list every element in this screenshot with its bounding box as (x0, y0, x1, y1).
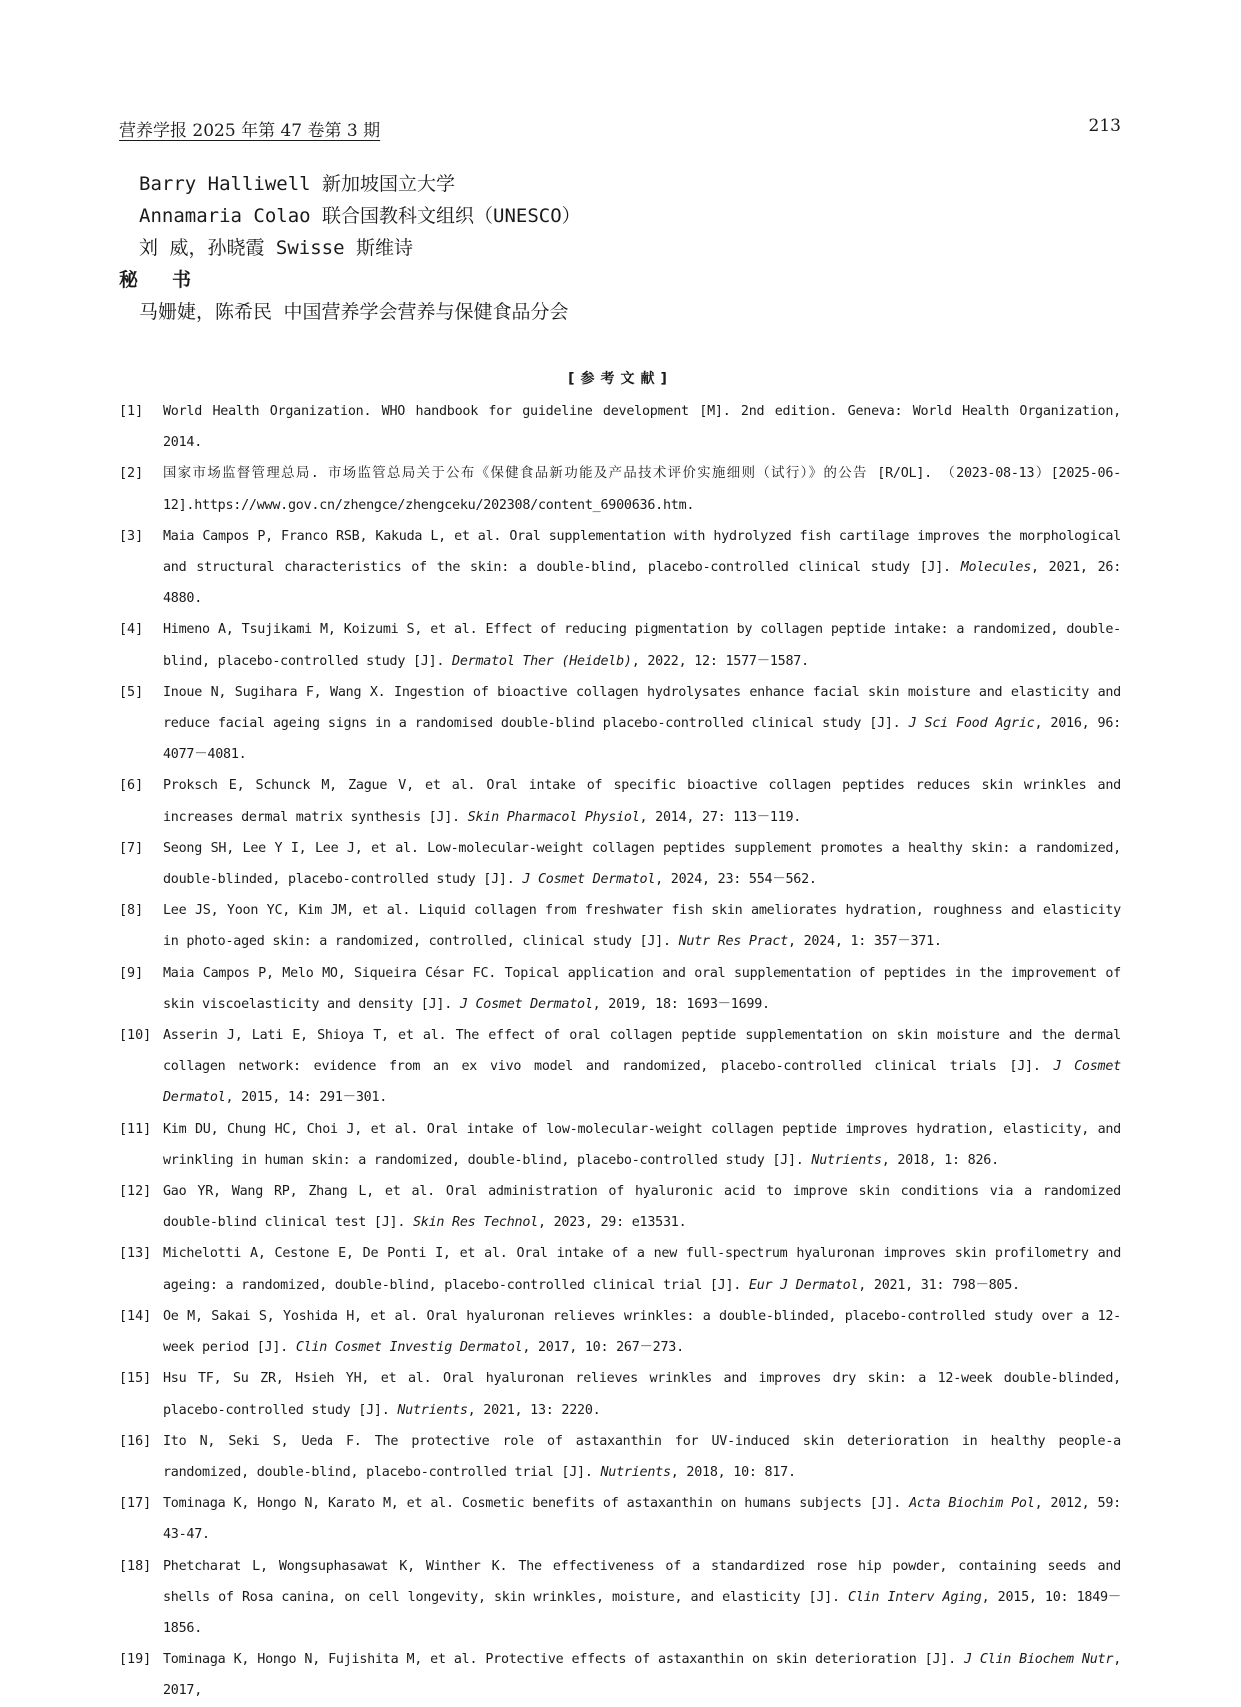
reference-text (163, 1114, 1121, 1176)
reference-text (163, 614, 1121, 676)
reference-citation: , 2016, 96: 4077－4081. (163, 716, 1121, 763)
reference-journal: J Sci Food Agric (908, 716, 1035, 732)
reference-journal: Skin Pharmacol Physiol (467, 809, 640, 825)
reference-item (119, 958, 1121, 1020)
reference-citation: , 2017, 10: 267－273. (522, 1340, 684, 1356)
reference-item (119, 1426, 1121, 1488)
reference-text (163, 396, 1121, 458)
reference-number: [4] (119, 622, 144, 638)
reference-item (119, 677, 1121, 771)
reference-text (163, 833, 1121, 895)
reference-body: Ito N, Seki S, Ueda F. The protective role of astaxanthin for UV-induced skin deterioration in healthy people-a randomized, double-blind, placebo-controlled trial [J]. (163, 1433, 1121, 1480)
reference-journal: J Cosmet Dermatol (459, 996, 593, 1012)
reference-text (163, 770, 1121, 832)
reference-journal: J Cosmet Dermatol (163, 1059, 1121, 1106)
reference-number: [9] (119, 965, 144, 981)
reference-item (119, 458, 1121, 520)
reference-body: Michelotti A, Cestone E, De Ponti I, et al. Oral intake of a new full-spectrum hyaluronan improves skin profilometry and ageing: a randomized, double-blind, placebo-controlled clinical trial [J]. (163, 1246, 1121, 1293)
journal-title: 营养学报 2025 年第 47 卷第 3 期 (119, 121, 381, 141)
reference-citation: , 2018, 10: 817. (670, 1464, 796, 1480)
reference-body: Lee JS, Yoon YC, Kim JM, et al. Liquid collagen from freshwater fish skin ameliorates hydration, roughness and elasticity in photo-aged skin: a randomized, controlled, clinical study [J]. (163, 903, 1121, 950)
reference-item (119, 1020, 1121, 1114)
reference-item (119, 770, 1121, 832)
committee-list (119, 168, 1119, 328)
reference-journal: Dermatol Ther (Heidelb) (452, 653, 632, 669)
reference-journal: Clin Interv Aging (847, 1589, 982, 1605)
reference-body: World Health Organization. WHO handbook for guideline development [M]. 2nd edition. Geneva: World Health Organization, 2014. (163, 404, 1121, 451)
reference-citation: , 2017, (163, 1652, 1121, 1699)
reference-number: [18] (119, 1558, 152, 1574)
page-number: 213 (1088, 116, 1121, 136)
reference-citation: , 2015, 14: 291－301. (225, 1090, 388, 1106)
reference-journal: Nutr Res Pract (678, 934, 788, 950)
reference-body: Tominaga K, Hongo N, Karato M, et al. Cosmetic benefits of astaxanthin on humans subjects [J]. (163, 1496, 910, 1512)
reference-number: [19] (119, 1652, 152, 1668)
reference-citation: , 2021, 13: 2220. (467, 1402, 601, 1418)
reference-journal: Clin Cosmet Investig Dermatol (295, 1340, 523, 1356)
reference-body: Himeno A, Tsujikami M, Koizumi S, et al. Effect of reducing pigmentation by collagen peptide intake: a randomized, double-blind, placebo-controlled study [J]. (163, 622, 1121, 669)
reference-body: Seong SH, Lee Y I, Lee J, et al. Low-molecular-weight collagen peptides supplement promotes a healthy skin: a randomized, double-blinded, placebo-controlled study [J]. (163, 840, 1121, 888)
reference-item (119, 1238, 1121, 1300)
reference-text (163, 958, 1121, 1020)
reference-text (163, 458, 1121, 520)
reference-body: Maia Campos P, Melo MO, Siqueira César FC. Topical application and oral supplementation of peptides in the improvement of skin viscoelasticity and density [J]. (163, 965, 1121, 1012)
secretary-members: 马姗婕，陈希民 中国营养学会营养与保健食品分会 (139, 301, 569, 323)
reference-number: [8] (119, 903, 144, 919)
reference-citation: , 2015, 10: 1849－1856. (163, 1589, 1121, 1636)
reference-item (119, 521, 1121, 615)
reference-number: [5] (119, 684, 144, 700)
reference-item (119, 895, 1121, 957)
reference-text (163, 677, 1121, 771)
reference-number: [12] (119, 1184, 152, 1200)
page-header (119, 116, 1121, 146)
reference-item (119, 1301, 1121, 1363)
reference-text (163, 1426, 1121, 1488)
reference-citation: , 2023, 29: e13531. (537, 1215, 687, 1231)
reference-journal: Skin Res Technol (412, 1215, 538, 1231)
committee-member: Annamaria Colao 联合国教科文组织（UNESCO） (139, 205, 581, 227)
reference-citation: , 2018, 1: 826. (881, 1152, 999, 1168)
reference-text (163, 895, 1121, 957)
reference-body: Oe M, Sakai S, Yoshida H, et al. Oral hyaluronan relieves wrinkles: a double-blinded, placebo-controlled study over a 12-week period [J]. (163, 1308, 1121, 1356)
reference-item (119, 1114, 1121, 1176)
reference-text (163, 1176, 1121, 1238)
reference-text (163, 1551, 1121, 1645)
reference-journal: Acta Biochim Pol (909, 1496, 1035, 1512)
reference-number: [17] (119, 1496, 152, 1512)
reference-item (119, 614, 1121, 676)
references-heading: [参考文献] (568, 371, 673, 387)
reference-item (119, 1644, 1121, 1706)
reference-journal: J Clin Biochem Nutr (963, 1652, 1114, 1668)
reference-item (119, 1551, 1121, 1645)
committee-member: Barry Halliwell 新加坡国立大学 (139, 173, 456, 195)
reference-text (163, 1363, 1121, 1425)
reference-item (119, 833, 1121, 895)
reference-body: Maia Campos P, Franco RSB, Kakuda L, et al. Oral supplementation with hydrolyzed fish cartilage improves the morphological and structural characteristics of the skin: a double-blind, placebo-controlled clinical study [J]. (163, 528, 1121, 576)
reference-number: [14] (119, 1308, 152, 1324)
reference-citation: , 2022, 12: 1577－1587. (631, 653, 809, 669)
reference-number: [3] (119, 528, 144, 544)
reference-number: [15] (119, 1371, 152, 1387)
reference-citation: , 2021, 26: 4880. (163, 560, 1121, 607)
reference-number: [10] (119, 1028, 152, 1044)
reference-body: Tominaga K, Hongo N, Fujishita M, et al. Protective effects of astaxanthin on skin deterioration [J]. (163, 1652, 964, 1668)
reference-text (163, 1238, 1121, 1300)
secretary-heading: 秘书 (119, 269, 226, 291)
reference-body: Kim DU, Chung HC, Choi J, et al. Oral intake of low-molecular-weight collagen peptide improves hydration, elasticity, and wrinkling in human skin: a randomized, double-blind, placebo-controlled study [J]. (163, 1121, 1121, 1168)
reference-body: Asserin J, Lati E, Shioya T, et al. The effect of oral collagen peptide supplementation on skin moisture and the dermal collagen network: evidence from an ex vivo model and randomized, placebo-controlled clinical trials [J]. (163, 1028, 1121, 1075)
reference-body: Hsu TF, Su ZR, Hsieh YH, et al. Oral hyaluronan relieves wrinkles and improves dry skin: a 12-week double-blinded, placebo-controlled study [J]. (163, 1371, 1121, 1418)
reference-number: [6] (119, 778, 144, 794)
reference-list (119, 396, 1121, 1707)
committee-member: 刘 威，孙晓霞 Swisse 斯维诗 (139, 237, 413, 259)
reference-citation: , 2021, 31: 798－805. (858, 1277, 1020, 1293)
reference-journal: Molecules (960, 560, 1032, 576)
reference-text (163, 1488, 1121, 1550)
reference-number: [1] (119, 404, 144, 419)
reference-text (163, 521, 1121, 615)
reference-item (119, 396, 1121, 458)
reference-journal: Nutrients (600, 1464, 671, 1480)
reference-body: 国家市场监督管理总局. 市场监管总局关于公布《保健食品新功能及产品技术评价实施细则（试行）》的公告 [R/OL]. （2023-08-13）[2025-06-12].https://www.gov.cn/zhengce/zhengceku/202308/content_6900636.htm. (163, 466, 1121, 513)
reference-text (163, 1644, 1121, 1706)
reference-number: [13] (119, 1246, 152, 1262)
reference-citation: , 2012, 59: 43-47. (163, 1496, 1121, 1543)
reference-number: [7] (119, 840, 144, 856)
reference-item (119, 1363, 1121, 1425)
reference-number: [11] (119, 1121, 152, 1137)
reference-body: Proksch E, Schunck M, Zague V, et al. Oral intake of specific bioactive collagen peptides reduces skin wrinkles and increases dermal matrix synthesis [J]. (163, 778, 1121, 825)
reference-citation: , 2024, 1: 357－371. (787, 934, 942, 950)
reference-journal: J Cosmet Dermatol (522, 872, 656, 888)
reference-body: Phetcharat L, Wongsuphasawat K, Winther K. The effectiveness of a standardized rose hip powder, containing seeds and shells of Rosa canina, on cell longevity, skin wrinkles, moisture, and elasticity [J]. (163, 1558, 1121, 1605)
reference-item (119, 1176, 1121, 1238)
reference-citation: , 2024, 23: 554－562. (655, 872, 817, 888)
reference-journal: Eur J Dermatol (748, 1277, 859, 1293)
reference-citation: , 2014, 27: 113－119. (639, 809, 802, 825)
reference-text (163, 1020, 1121, 1114)
reference-text (163, 1301, 1121, 1363)
reference-body: Inoue N, Sugihara F, Wang X. Ingestion of bioactive collagen hydrolysates enhance facial skin moisture and elasticity and reduce facial ageing signs in a randomised double-blind placebo-controlled clinical study [J]. (163, 684, 1121, 732)
reference-journal: Nutrients (811, 1152, 882, 1168)
reference-number: [16] (119, 1433, 152, 1449)
reference-number: [2] (119, 466, 144, 482)
reference-citation: , 2019, 18: 1693－1699. (592, 996, 770, 1012)
reference-item (119, 1488, 1121, 1550)
reference-body: Gao YR, Wang RP, Zhang L, et al. Oral administration of hyaluronic acid to improve skin conditions via a randomized double-blind clinical test [J]. (163, 1184, 1121, 1231)
reference-journal: Nutrients (397, 1402, 468, 1418)
